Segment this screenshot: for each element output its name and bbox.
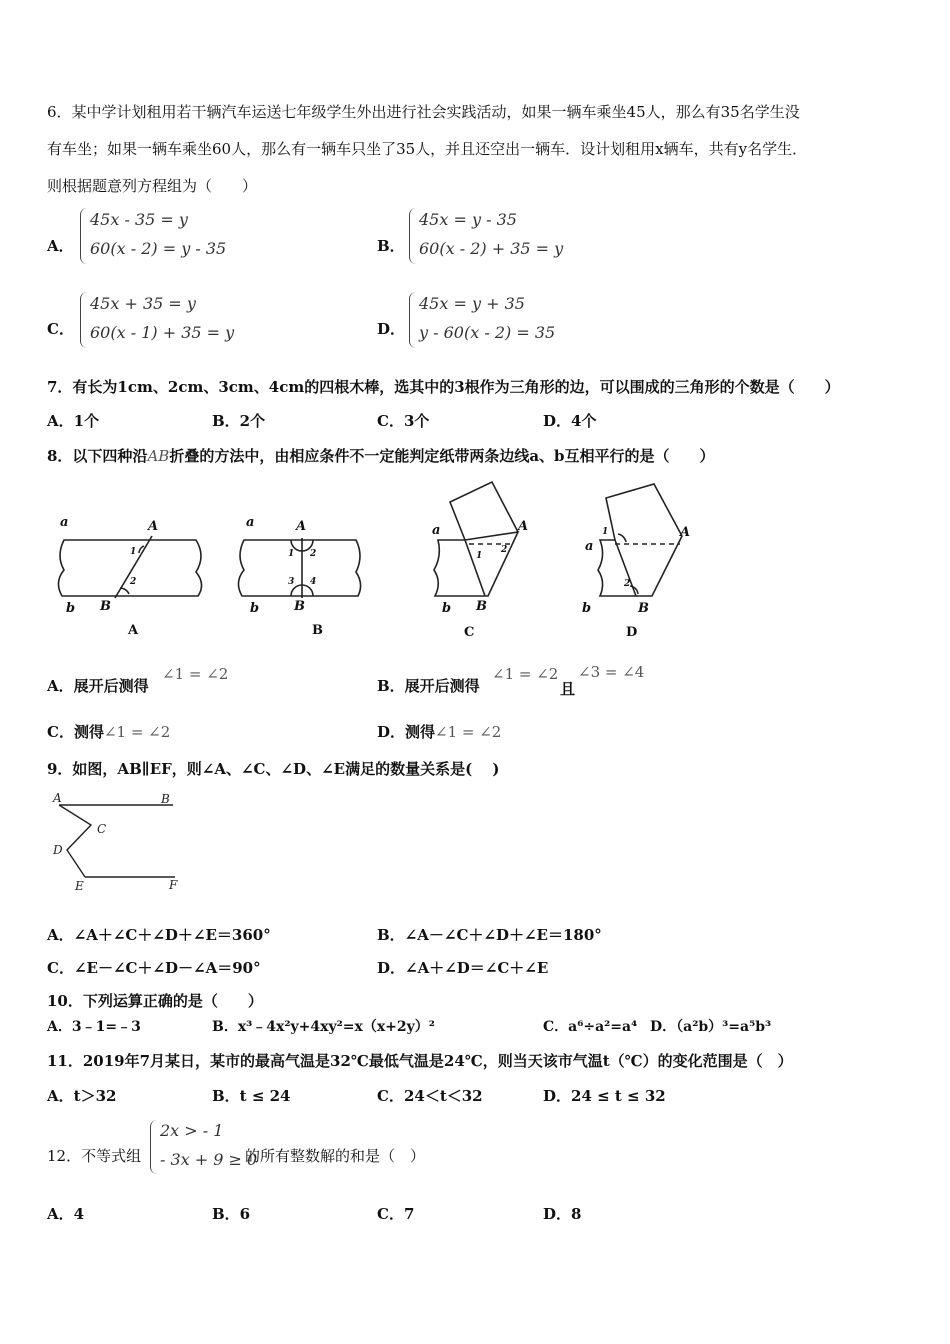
figB-label-B: B: [294, 599, 305, 614]
q8-option-b-and: 且: [560, 680, 576, 698]
q10-option-a[interactable]: A．3﹣1=﹣3: [47, 1019, 141, 1035]
q8-option-b-math1: ∠1 = ∠2: [492, 665, 559, 683]
q12-option-d[interactable]: D．8: [543, 1205, 582, 1223]
q6-b-eq2: 60(x - 2) + 35 = y: [419, 239, 564, 258]
q6-option-a-label[interactable]: A．: [47, 237, 74, 255]
q8-option-a-math: ∠1 = ∠2: [162, 665, 229, 683]
q12-option-a[interactable]: A．4: [47, 1205, 85, 1223]
q9-option-d[interactable]: D．∠A＋∠D＝∠C＋∠E: [377, 959, 549, 977]
q8-option-c-math: ∠1 = ∠2: [103, 723, 171, 741]
q8-option-c-label: C．测得: [47, 723, 104, 741]
q11-option-a[interactable]: A．t＞32: [47, 1087, 117, 1105]
q8-stem-ab: AB: [147, 447, 170, 465]
q7-option-c[interactable]: C．3个: [377, 412, 430, 430]
figC-label-a: a: [432, 523, 441, 538]
q7-option-d[interactable]: D．4个: [543, 412, 597, 430]
q6-c-eq1: 45x + 35 = y: [90, 294, 196, 313]
q6-line1: 6．某中学计划租用若干辆汽车运送七年级学生外出进行社会实践活动，如果一辆车乘坐45人，那么有35名学生没: [47, 103, 800, 121]
q11-option-d[interactable]: D．24 ≤ t ≤ 32: [543, 1087, 666, 1105]
q6-option-b-label[interactable]: B．: [377, 237, 405, 255]
figB-label-1: 1: [288, 549, 295, 559]
q11-option-c[interactable]: C．24＜t＜32: [377, 1087, 483, 1105]
figA-label-b: b: [66, 601, 76, 616]
q11-option-b[interactable]: B．t ≤ 24: [212, 1087, 291, 1105]
figC-label-A: A: [518, 519, 529, 534]
q6-line3: 则根据题意列方程组为（ ）: [47, 177, 258, 195]
q8-option-c[interactable]: [47, 722, 170, 742]
q9-label-B: B: [161, 792, 170, 806]
q8-option-a[interactable]: [47, 676, 149, 696]
q12-option-c[interactable]: C．7: [377, 1205, 415, 1223]
q12-eq1: 2x > - 1: [160, 1121, 224, 1140]
figC-label-1: 1: [476, 551, 483, 561]
q9-label-D: D: [53, 843, 63, 857]
figD-label-A: A: [680, 525, 691, 540]
q7-stem: 7．有长为1cm、2cm、3cm、4cm的四根木棒，选其中的3根作为三角形的边，可以围成的三角形的个数是（ ）: [47, 378, 840, 396]
q9-option-a[interactable]: A．∠A＋∠C＋∠D＋∠E＝360°: [47, 926, 271, 944]
q7-option-a[interactable]: A．1个: [47, 412, 100, 430]
figB-label-A: A: [296, 519, 307, 534]
figB-caption: B: [312, 623, 323, 638]
q8-option-b[interactable]: [377, 676, 480, 696]
q9-label-C: C: [97, 822, 107, 836]
q8-option-b-math2: ∠3 = ∠4: [578, 663, 645, 681]
q6-c-eq2: 60(x - 1) + 35 = y: [90, 323, 235, 342]
figB-label-b: b: [250, 601, 260, 616]
q10-option-d[interactable]: D．（a²b）³=a⁵b³: [650, 1019, 772, 1035]
q8-option-d-math: ∠1 = ∠2: [435, 723, 502, 741]
figD-label-b: b: [582, 601, 592, 616]
q7-option-b[interactable]: B．2个: [212, 412, 266, 430]
q8-option-a-label: A．展开后测得: [47, 677, 149, 695]
q8-stem-pre: 8．以下四种沿: [47, 447, 148, 465]
figB-label-3: 3: [288, 577, 295, 587]
q10-option-b[interactable]: B．x³﹣4x²y+4xy²=x（x+2y）²: [212, 1019, 435, 1035]
figB-label-a: a: [246, 515, 255, 530]
q10-option-c[interactable]: C．a⁶÷a²=a⁴: [543, 1019, 638, 1035]
figC-label-b: b: [442, 601, 452, 616]
figD-label-2: 2: [624, 579, 631, 589]
q9-label-F: F: [169, 878, 178, 892]
q12-eq2: - 3x + 9 ≥ 0: [160, 1150, 258, 1169]
figC-label-B: B: [476, 599, 487, 614]
q6-d-eq1: 45x = y + 35: [419, 294, 525, 313]
q6-b-eq1: 45x = y - 35: [419, 210, 517, 229]
q8-figures: [40, 470, 700, 650]
figD-caption: D: [626, 625, 638, 640]
q6-a-eq1: 45x - 35 = y: [90, 210, 188, 229]
q8-stem: [47, 446, 715, 466]
q12-option-b[interactable]: B．6: [212, 1205, 251, 1223]
q8-option-b-label: B．展开后测得: [377, 677, 480, 695]
q12-pre: 12．不等式组: [47, 1147, 142, 1165]
q8-option-d-label: D．测得: [377, 723, 436, 741]
q6-option-c-label[interactable]: C．: [47, 320, 74, 338]
q8-option-d[interactable]: [377, 722, 501, 742]
q6-option-d-label[interactable]: D．: [377, 320, 406, 338]
q9-option-c[interactable]: C．∠E－∠C＋∠D－∠A＝90°: [47, 959, 261, 977]
figD-label-a: a: [585, 539, 594, 554]
figC-label-2: 2: [501, 545, 508, 555]
q8-stem-post: 折叠的方法中，由相应条件不一定能判定纸带两条边线a、b互相平行的是（ ）: [169, 447, 715, 465]
figA-label-B: B: [100, 599, 111, 614]
figA-caption: A: [128, 623, 139, 638]
q12-post: 的所有整数解的和是（ ）: [245, 1147, 426, 1165]
figC-caption: C: [464, 625, 475, 640]
figA-label-a: a: [60, 515, 69, 530]
figA-label-A: A: [148, 519, 159, 534]
q6-a-eq2: 60(x - 2) = y - 35: [90, 239, 227, 258]
q9-label-A: A: [53, 791, 62, 805]
figA-label-1: 1: [130, 547, 137, 557]
q6-line2: 有车坐；如果一辆车乘坐60人，那么有一辆车只坐了35人，并且还空出一辆车．设计划租用x辆车，共有y名学生．: [47, 140, 808, 158]
figB-label-2: 2: [310, 549, 317, 559]
q10-stem: 10．下列运算正确的是（ ）: [47, 992, 263, 1010]
q9-figure: [45, 788, 195, 898]
figB-label-4: 4: [310, 577, 317, 587]
q11-stem: 11．2019年7月某日，某市的最高气温是32℃最低气温是24℃，则当天该市气温t（℃）的变化范围是（ ）: [47, 1052, 793, 1070]
q9-option-b[interactable]: B．∠A－∠C＋∠D＋∠E＝180°: [377, 926, 602, 944]
q9-label-E: E: [75, 879, 84, 893]
q6-d-eq2: y - 60(x - 2) = 35: [419, 323, 556, 342]
figD-label-B: B: [638, 601, 649, 616]
figD-label-1: 1: [602, 527, 609, 537]
figA-label-2: 2: [130, 577, 137, 587]
q9-stem: 9．如图，AB∥EF，则∠A、∠C、∠D、∠E满足的数量关系是( ): [47, 760, 500, 778]
